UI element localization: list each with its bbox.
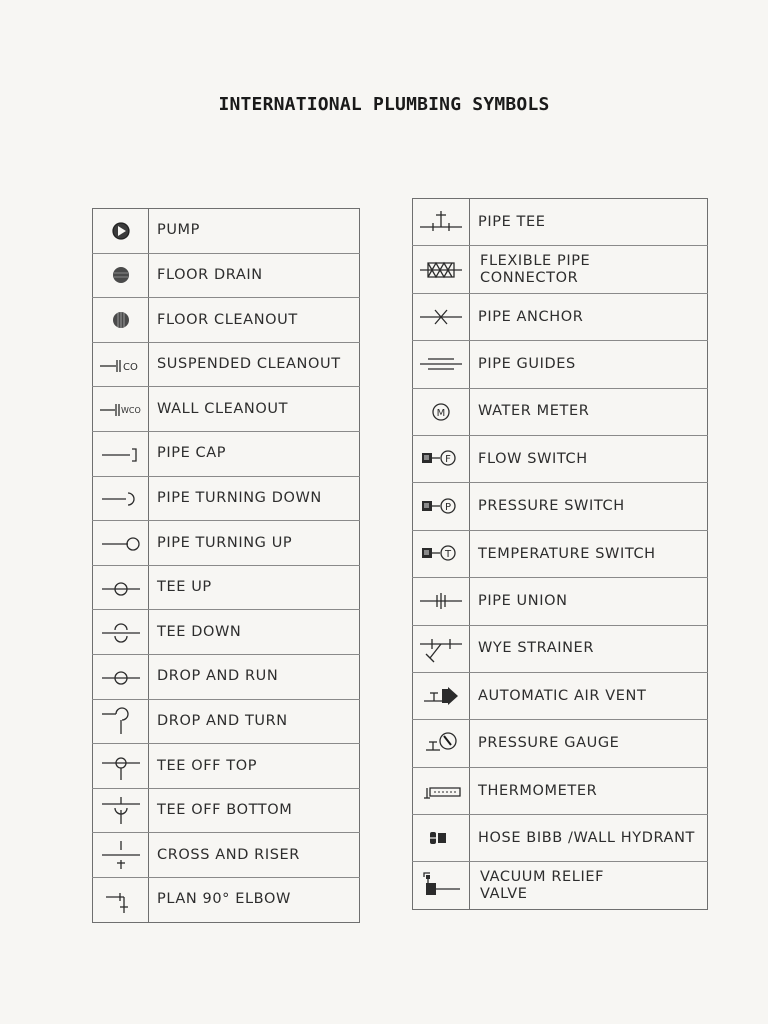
- symbol-cell: [412, 673, 470, 719]
- svg-text:P: P: [444, 501, 452, 513]
- symbol-name: FLOOR DRAIN: [149, 254, 360, 298]
- table-row: [92, 386, 360, 431]
- symbol-name: THERMOMETER: [470, 768, 708, 814]
- table-row: [412, 861, 708, 908]
- table-row: [412, 340, 708, 387]
- water-meter-icon: [416, 395, 466, 429]
- svg-text:WCO: WCO: [120, 406, 141, 416]
- symbol-name: FLOOR CLEANOUT: [149, 298, 360, 342]
- symbol-cell: [92, 655, 149, 699]
- symbol-name: PIPE ANCHOR: [470, 294, 708, 340]
- table-row: [92, 431, 360, 476]
- symbol-cell: [412, 862, 470, 908]
- table-row: [92, 253, 360, 298]
- symbol-cell: [412, 341, 470, 387]
- symbol-cell: [92, 477, 149, 521]
- tee-off-top-icon: [96, 749, 146, 783]
- table-row: [412, 293, 708, 340]
- table-row: [412, 672, 708, 719]
- symbol-cell: [412, 768, 470, 814]
- svg-text:M: M: [436, 407, 446, 419]
- table-row: [92, 743, 360, 788]
- symbol-name: SUSPENDED CLEANOUT: [149, 343, 360, 387]
- tee-up-icon: [96, 571, 146, 605]
- pipe-turning-down-icon: [96, 481, 146, 515]
- symbol-cell: [92, 700, 149, 744]
- table-row: [412, 199, 708, 245]
- symbol-name: DROP AND RUN: [149, 655, 360, 699]
- svg-text:CO: CO: [122, 361, 138, 373]
- symbol-cell: [92, 878, 149, 922]
- table-row: [412, 245, 708, 292]
- svg-text:F: F: [445, 454, 451, 466]
- symbol-name: TEE UP: [149, 566, 360, 610]
- wye-strainer-icon: [416, 632, 466, 666]
- symbol-name: PIPE UNION: [470, 578, 708, 624]
- table-row: [92, 832, 360, 877]
- table-row: [412, 814, 708, 861]
- table-row: [412, 435, 708, 482]
- symbol-name: TEMPERATURE SWITCH: [470, 531, 708, 577]
- symbol-name: PIPE TEE: [470, 199, 708, 245]
- symbol-name: PUMP: [149, 209, 360, 253]
- flexible-pipe-connector-icon: [416, 253, 466, 287]
- symbol-name: PIPE GUIDES: [470, 341, 708, 387]
- table-row: [92, 788, 360, 833]
- pipe-turning-up-icon: [96, 526, 146, 560]
- symbol-cell: [92, 566, 149, 610]
- symbol-cell: [92, 833, 149, 877]
- symbol-cell: [412, 720, 470, 766]
- drop-and-turn-icon: [96, 704, 146, 738]
- symbol-name: PRESSURE SWITCH: [470, 483, 708, 529]
- symbol-name: PIPE TURNING UP: [149, 521, 360, 565]
- table-row: [92, 565, 360, 610]
- symbol-cell: [412, 578, 470, 624]
- pressure-switch-icon: [416, 490, 466, 524]
- cross-and-riser-icon: [96, 838, 146, 872]
- symbol-cell: [92, 521, 149, 565]
- symbol-cell: [412, 436, 470, 482]
- symbol-cell: [412, 246, 470, 292]
- symbol-name: WATER METER: [470, 389, 708, 435]
- symbol-cell: [92, 387, 149, 431]
- symbol-name: TEE DOWN: [149, 610, 360, 654]
- symbol-cell: [412, 294, 470, 340]
- hose-bibb-icon: [416, 821, 466, 855]
- table-row: [92, 520, 360, 565]
- table-row: [412, 388, 708, 435]
- symbol-cell: [412, 199, 470, 245]
- symbol-name: CROSS AND RISER: [149, 833, 360, 877]
- symbol-cell: [92, 254, 149, 298]
- symbol-name: AUTOMATIC AIR VENT: [470, 673, 708, 719]
- pressure-gauge-icon: [416, 726, 466, 760]
- symbol-name: DROP AND TURN: [149, 700, 360, 744]
- symbol-name: PIPE CAP: [149, 432, 360, 476]
- table-row: [92, 877, 360, 922]
- page-title: INTERNATIONAL PLUMBING SYMBOLS: [218, 94, 550, 115]
- pump-icon: [96, 214, 146, 248]
- symbol-name: VACUUM RELIEF VALVE: [470, 862, 708, 908]
- symbol-cell: [92, 744, 149, 788]
- table-row: [92, 654, 360, 699]
- symbol-name: PLAN 90° ELBOW: [149, 878, 360, 922]
- symbol-cell: [412, 531, 470, 577]
- symbol-cell: [92, 610, 149, 654]
- temperature-switch-icon: [416, 537, 466, 571]
- wall-cleanout-icon: [96, 392, 146, 426]
- tee-down-icon: [96, 615, 146, 649]
- tee-off-bottom-icon: [96, 794, 146, 828]
- vacuum-relief-valve-icon: [416, 869, 466, 903]
- pipe-union-icon: [416, 584, 466, 618]
- flow-switch-icon: [416, 442, 466, 476]
- plan-90-elbow-icon: [96, 883, 146, 917]
- pipe-tee-icon: [416, 205, 466, 239]
- table-row: [92, 209, 360, 253]
- pipe-cap-icon: [96, 437, 146, 471]
- table-row: [92, 297, 360, 342]
- suspended-cleanout-icon: [96, 348, 146, 382]
- symbol-name: PIPE TURNING DOWN: [149, 477, 360, 521]
- right-symbol-table: [412, 198, 708, 910]
- automatic-air-vent-icon: [416, 679, 466, 713]
- symbol-cell: [412, 815, 470, 861]
- table-row: [412, 530, 708, 577]
- table-row: [412, 767, 708, 814]
- symbol-name: WALL CLEANOUT: [149, 387, 360, 431]
- symbol-cell: [412, 626, 470, 672]
- thermometer-icon: [416, 774, 466, 808]
- symbol-name: PRESSURE GAUGE: [470, 720, 708, 766]
- symbol-cell: [412, 389, 470, 435]
- symbol-name: WYE STRAINER: [470, 626, 708, 672]
- symbol-cell: [92, 343, 149, 387]
- table-row: [412, 482, 708, 529]
- table-row: [412, 577, 708, 624]
- pipe-anchor-icon: [416, 300, 466, 334]
- table-row: [92, 699, 360, 744]
- svg-text:T: T: [444, 548, 452, 560]
- table-row: [412, 625, 708, 672]
- symbol-cell: [92, 789, 149, 833]
- floor-drain-icon: [96, 258, 146, 292]
- left-symbol-table: [92, 208, 360, 923]
- symbol-name: HOSE BIBB /WALL HYDRANT: [470, 815, 708, 861]
- pipe-guides-icon: [416, 347, 466, 381]
- table-row: [412, 719, 708, 766]
- symbol-cell: [92, 209, 149, 253]
- floor-cleanout-icon: [96, 303, 146, 337]
- symbol-name: FLOW SWITCH: [470, 436, 708, 482]
- symbol-name: TEE OFF BOTTOM: [149, 789, 360, 833]
- symbol-cell: [412, 483, 470, 529]
- symbol-name: TEE OFF TOP: [149, 744, 360, 788]
- symbol-cell: [92, 432, 149, 476]
- symbol-name: FLEXIBLE PIPE CONNECTOR: [470, 246, 708, 292]
- symbol-cell: [92, 298, 149, 342]
- table-row: [92, 342, 360, 387]
- table-row: [92, 609, 360, 654]
- table-row: [92, 476, 360, 521]
- drop-and-run-icon: [96, 660, 146, 694]
